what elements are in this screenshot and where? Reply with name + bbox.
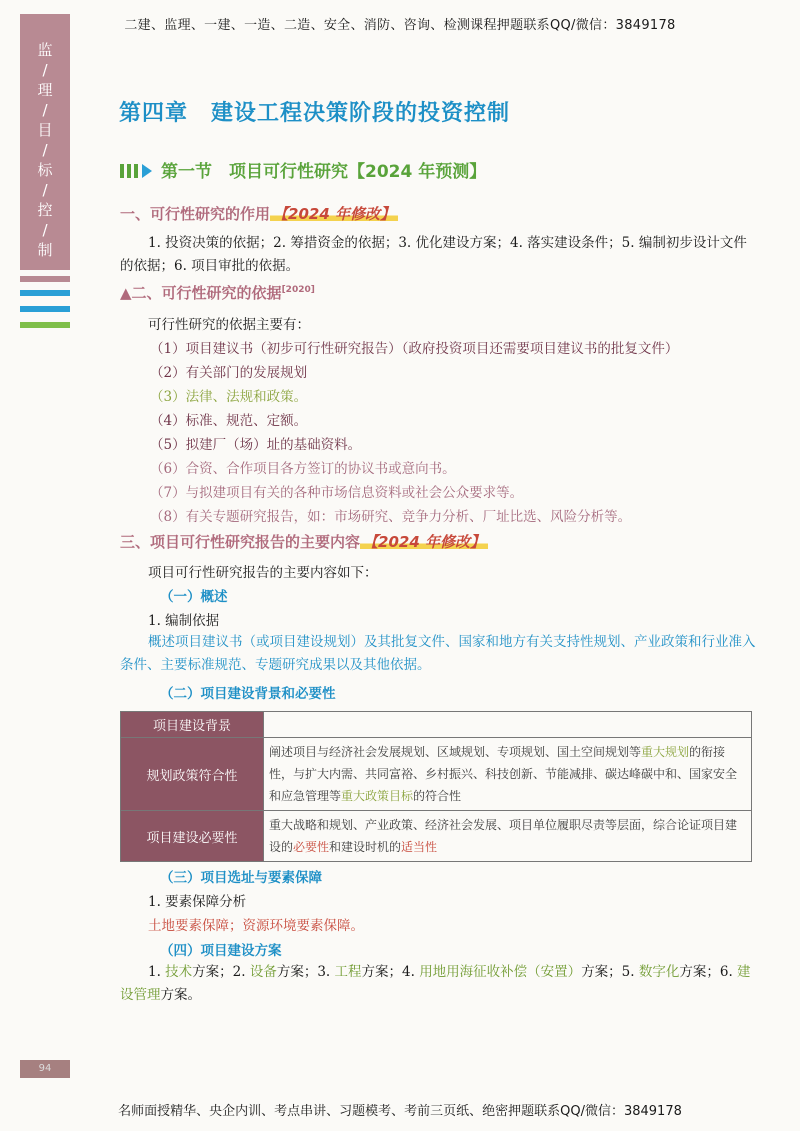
necessity-key-1: 必要性	[293, 840, 330, 854]
sub3-title: （三）项目选址与要素保障	[160, 870, 322, 886]
table-row	[121, 738, 752, 811]
sub4-text-part: 方案；2.	[192, 964, 250, 980]
chapter-title: 第四章 建设工程决策阶段的投资控制	[119, 101, 511, 126]
table-row	[121, 811, 752, 862]
policy-key-major-plans: 重大规划	[641, 745, 690, 759]
sub2-title: （二）项目建设背景和必要性	[160, 686, 336, 702]
basis-item-8: （8）有关专题研究报告，如：市场研究、竞争力分析、厂址比选、风险分析等。	[150, 509, 632, 525]
part3-revision-tag: 【2024 年修改】	[360, 533, 488, 551]
basis-item-6: （6）合资、合作项目各方签订的协议书或意向书。	[150, 461, 456, 477]
part3-title: 三、项目可行性研究报告的主要内容	[120, 533, 361, 551]
policy-text-c: 的符合性	[413, 789, 462, 803]
part1-revision-tag: 【2024 年修改】	[270, 205, 398, 223]
side-stripe-blue-2	[20, 306, 70, 312]
sub3-item: 1. 要素保障分析	[148, 894, 247, 910]
basis-item-2: （2）有关部门的发展规划	[150, 365, 308, 381]
part1-heading	[120, 203, 398, 224]
side-stripe-pink	[20, 276, 70, 282]
sub4-key-engineering: 工程	[334, 964, 362, 980]
table-row	[121, 712, 752, 738]
bottom-contact-banner: 名师面授精华、央企内训、考点串讲、习题模考、考前三页纸、绝密押题联系QQ/微信：3849178	[118, 1104, 682, 1119]
row-label-policy: 规划政策符合性	[121, 738, 264, 811]
sub4-title: （四）项目建设方案	[160, 943, 282, 959]
side-stripe-blue	[20, 290, 70, 296]
part2-intro: 可行性研究的依据主要有：	[148, 317, 310, 333]
part2-heading	[120, 282, 315, 303]
row-label-background: 项目建设背景	[121, 712, 264, 738]
sub1-text: 概述项目建议书（或项目建设规划）及其批复文件、国家和地方有关支持性规划、产业政策和行业准入条件、主要标准规范、专题研究成果以及其他依据。	[120, 634, 756, 673]
sub4-key-equipment: 设备	[249, 964, 277, 980]
basis-item-7: （7）与拟建项目有关的各种市场信息资料或社会公众要求等。	[150, 485, 524, 501]
part2-year: [2020]	[281, 285, 315, 295]
side-tab-label: 监 / 理 / 目 / 标 / 控 / 制	[37, 41, 53, 259]
sub4-text-part: 方案；4.	[361, 964, 420, 980]
sub3-text: 土地要素保障；资源环境要素保障。	[148, 918, 364, 934]
sub4-text-part: 1.	[148, 964, 166, 980]
row-content-policy	[264, 738, 752, 811]
key-point-triangle-icon: ▲	[120, 284, 132, 302]
necessity-text-a: 重大战略和规划、产业政策、经济社会发展、项目单位履职尽责等层面，综合论证项目建设的	[269, 818, 738, 854]
side-stripe-green	[20, 322, 70, 328]
policy-key-major-goals: 重大政策目标	[341, 789, 414, 803]
section-title: 第一节 项目可行性研究【2024 年预测】	[161, 162, 487, 182]
part3-heading	[120, 531, 488, 552]
background-necessity-table	[120, 711, 752, 862]
policy-text-b: 的衔接性，与扩大内需、共同富裕、乡村振兴、科技创新、节能减排、碳达峰碳中和、国家安全和应急管理等	[269, 745, 738, 803]
sub4-text-part: 方案；3.	[276, 964, 335, 980]
part3-intro: 项目可行性研究报告的主要内容如下：	[148, 565, 378, 581]
sub4-text-part: 方案。	[160, 987, 201, 1003]
sub4-key-digital: 数字化	[638, 964, 680, 980]
sub4-key-management: 建设管理	[120, 964, 751, 1003]
row-content-necessity	[264, 811, 752, 862]
part1-text: 1. 投资决策的依据；2. 筹措资金的依据；3. 优化建设方案；4. 落实建设条件；5. 编制初步设计文件的依据；6. 项目审批的依据。	[120, 235, 747, 274]
sub1-title: （一）概述	[160, 589, 228, 605]
basis-item-4: （4）标准、规范、定额。	[150, 413, 308, 429]
sub4-key-tech: 技术	[165, 964, 193, 980]
row-content-background	[264, 712, 752, 738]
basis-item-3: （3）法律、法规和政策。	[150, 389, 308, 405]
necessity-text-b: 和建设时机的	[329, 840, 402, 854]
row-label-necessity: 项目建设必要性	[121, 811, 264, 862]
section-bars-icon	[120, 161, 154, 181]
sub4-text-part: 方案；6.	[679, 964, 738, 980]
basis-item-1: （1）项目建议书（初步可行性研究报告）（政府投资项目还需要项目建议书的批复文件）	[150, 341, 679, 357]
sub1-item: 1. 编制依据	[148, 613, 220, 629]
necessity-key-2: 适当性	[401, 840, 438, 854]
part2-title: 二、可行性研究的依据	[131, 284, 282, 302]
sub4-key-land: 用地用海征收补偿（安置）	[419, 964, 582, 980]
sub4-text	[120, 961, 760, 1007]
top-contact-banner: 二建、监理、一建、一造、二造、安全、消防、咨询、检测课程押题联系QQ/微信：3849178	[124, 18, 676, 33]
part1-title: 一、可行性研究的作用	[120, 205, 271, 223]
policy-text-a: 阐述项目与经济社会发展规划、区域规划、专项规划、国土空间规划等	[269, 745, 642, 759]
sub4-text-part: 方案；5.	[581, 964, 639, 980]
page-number: 94	[20, 1060, 70, 1078]
basis-item-5: （5）拟建厂（场）址的基础资料。	[150, 437, 362, 453]
